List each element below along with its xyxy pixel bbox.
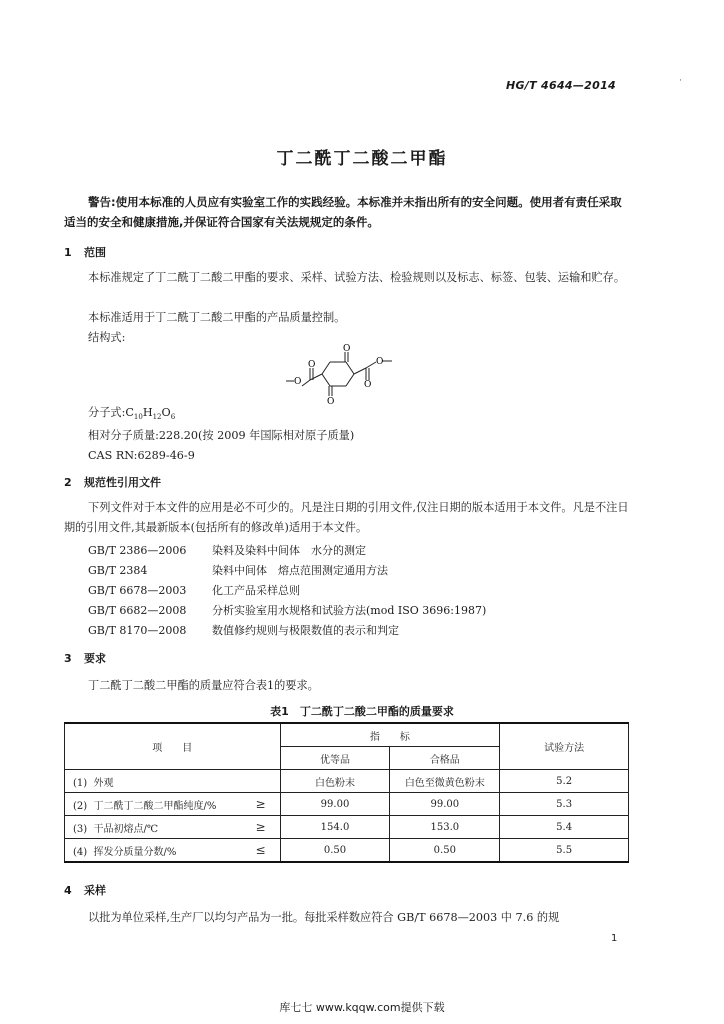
header-qualified: 合格品 xyxy=(390,747,500,770)
item-cell: (3) 干品初熔点/℃ ≥ xyxy=(65,816,281,839)
table-row xyxy=(65,793,629,816)
table-caption: 表1 丁二酰丁二酸二甲酯的质量要求 xyxy=(270,705,454,718)
reference-item: GB/T 8170—2008 数值修约规则与极限数值的表示和判定 xyxy=(88,624,399,637)
reference-item: GB/T 2386—2006 染料及染料中间体 水分的测定 xyxy=(88,544,366,557)
superior-cell: 白色粉末 xyxy=(280,770,390,793)
molecular-formula: 分子式$:C_{10}H_{12}O_6$ xyxy=(88,406,176,422)
normative-refs-intro: 下列文件对于本文件的应用是必不可少的。凡是注日期的引用文件,仅注日期的版本适用于本文件。凡是不注日期的引用文件,其最新版本(包括所有的修改单)适用于本文件。 xyxy=(64,501,629,534)
margin-mark: · xyxy=(679,76,682,86)
scope-paragraph-2: 本标准适用于丁二酰丁二酸二甲酯的产品质量控制。 xyxy=(88,311,346,324)
svg-text:O: O xyxy=(327,397,335,407)
reference-item: GB/T 6682—2008 分析实验室用水规格和试验方法(mod ISO 3696:1987) xyxy=(88,604,487,617)
svg-text:O: O xyxy=(294,377,302,387)
item-cell: (4) 挥发分质量分数/% ≤ xyxy=(65,839,281,863)
scope-paragraph-1: 本标准规定了丁二酰丁二酸二甲酯的要求、采样、试验方法、检验规则以及标志、标签、包装、运输和贮存。 xyxy=(88,271,626,284)
structure-label: 结构式: xyxy=(88,331,126,344)
svg-text:O: O xyxy=(376,357,384,367)
header-item: 项 目 xyxy=(65,723,281,770)
qualified-cell: 99.00 xyxy=(390,793,500,816)
sampling-paragraph: 以批为单位采样,生产厂以均匀产品为一批。每批采样数应符合 GB/T 6678—2003 中 7.6 的规 xyxy=(88,911,560,924)
document-title: 丁二酰丁二酸二甲酯 xyxy=(276,149,448,169)
header-superior: 优等品 xyxy=(280,747,390,770)
superior-cell: 99.00 xyxy=(280,793,390,816)
section-3-heading: 3 要求 xyxy=(64,652,106,665)
method-cell: 5.2 xyxy=(500,770,629,793)
table-header-row xyxy=(65,723,629,747)
section-1-heading xyxy=(64,244,106,260)
qualified-cell: 0.50 xyxy=(390,839,500,863)
superior-cell: 0.50 xyxy=(280,839,390,863)
qualified-cell: 153.0 xyxy=(390,816,500,839)
requirements-paragraph: 丁二酰丁二酸二甲酯的质量应符合表1的要求。 xyxy=(88,679,319,692)
download-footer: 库七七 www.kqqw.com提供下载 xyxy=(279,1001,445,1014)
header-index: 指 标 xyxy=(280,723,500,747)
section-2-heading: 2 规范性引用文件 xyxy=(64,476,161,489)
section-number: 1 xyxy=(64,246,72,259)
qualified-cell: 白色至微黄色粉末 xyxy=(390,770,500,793)
table-row xyxy=(65,839,629,863)
reference-item: GB/T 6678—2003 化工产品采样总则 xyxy=(88,584,300,597)
warning-paragraph: 警告:使用本标准的人员应有实验室工作的实践经验。本标准并未指出所有的安全问题。使用者有责任采取适当的安全和健康措施,并保证符合国家有关法规规定的条件。 xyxy=(64,195,622,229)
method-cell: 5.5 xyxy=(500,839,629,863)
table-row xyxy=(65,770,629,793)
svg-text:O: O xyxy=(364,380,372,390)
method-cell: 5.3 xyxy=(500,793,629,816)
molecular-weight: 相对分子质量:228.20(按 2009 年国际相对原子质量) xyxy=(88,429,355,442)
section-4-heading: 4 采样 xyxy=(64,884,106,897)
section-title: 范围 xyxy=(84,246,106,259)
page-number: 1 xyxy=(611,933,618,944)
header-method: 试验方法 xyxy=(500,723,629,770)
superior-cell: 154.0 xyxy=(280,816,390,839)
item-cell: (1) 外观 xyxy=(65,770,281,793)
svg-text:O: O xyxy=(343,344,351,354)
table-row xyxy=(65,816,629,839)
standard-number: HG/T 4644—2014 xyxy=(505,79,616,92)
reference-item: GB/T 2384 染料中间体 熔点范围测定通用方法 xyxy=(88,564,388,577)
method-cell: 5.4 xyxy=(500,816,629,839)
structural-formula-diagram xyxy=(280,340,400,408)
svg-text:O: O xyxy=(308,360,316,370)
cas-number: CAS RN:6289-46-9 xyxy=(88,449,195,462)
item-cell: (2) 丁二酰丁二酸二甲酯纯度/% ≥ xyxy=(65,793,281,816)
quality-requirements-table xyxy=(64,722,629,863)
